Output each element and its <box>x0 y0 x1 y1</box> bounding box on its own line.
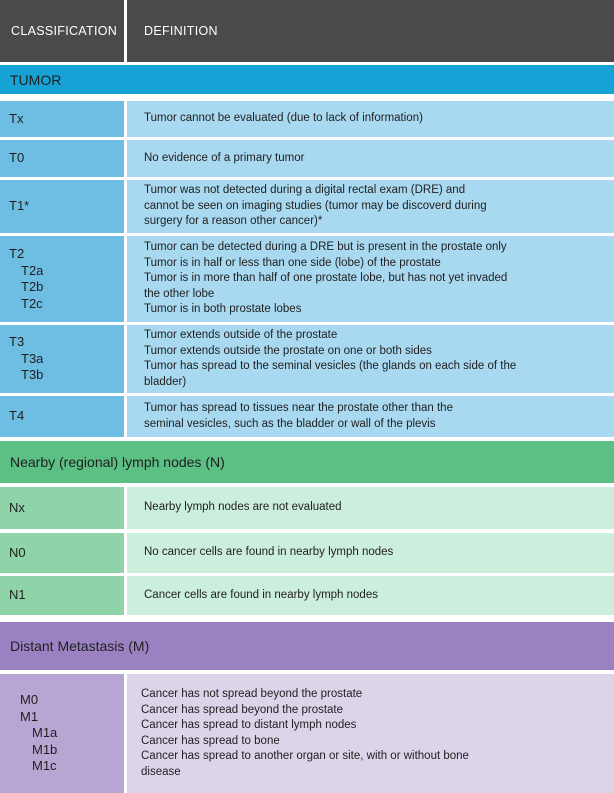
definition-line: Cancer has spread to distant lymph nodes <box>141 719 357 731</box>
code-line: T1* <box>9 198 30 214</box>
tumor-definition-t0 <box>127 140 614 177</box>
code-line: T2 <box>9 246 25 261</box>
code-line: M1b <box>32 741 58 757</box>
code-line: T2a <box>21 262 44 278</box>
tumor-definition-t2 <box>127 236 614 322</box>
definition-line: bladder) <box>144 375 187 388</box>
nodes-definition-nx <box>127 487 614 529</box>
definition-line: seminal vesicles, such as the bladder or wall of the plevis <box>144 417 436 430</box>
code-line: T4 <box>9 408 25 424</box>
code-line: T3 <box>9 334 25 350</box>
code-line: N1 <box>9 587 26 603</box>
definition-line: cannot be seen on imaging studies (tumor may be discoverd during <box>144 199 487 212</box>
definition-line: No cancer cells are found in nearby lymph nodes <box>144 546 394 559</box>
metastasis-section-title: Distant Metastasis (M) <box>0 622 614 670</box>
tumor-code-t3 <box>0 325 124 393</box>
definition-line: Cancer has not spread beyond the prostate <box>141 688 363 700</box>
definition-line: No evidence of a primary tumor <box>144 151 305 164</box>
tumor-code-t1 <box>0 180 124 233</box>
definition-line: Tumor is in more than half of one prostate lobe, but has not yet invaded <box>144 272 508 285</box>
definition-line: Tumor cannot be evaluated (due to lack of information) <box>144 112 423 125</box>
definition-line: Cancer cells are found in nearby lymph nodes <box>144 588 378 601</box>
definition-line: Nearby lymph nodes are not evaluated <box>144 501 342 514</box>
definition-line: disease <box>141 765 181 778</box>
code-line: Nx <box>9 499 25 515</box>
nodes-definition-n0 <box>127 533 614 573</box>
nodes-section-title: Nearby (regional) lymph nodes (N) <box>0 441 614 483</box>
code-line: T3a <box>21 350 44 366</box>
code-line: M0 <box>20 692 39 708</box>
nodes-definition-n1 <box>127 576 614 615</box>
code-line: T2c <box>21 295 43 311</box>
nodes-code-n0 <box>0 533 124 573</box>
definition-line: Tumor extends outside the prostate on one or both sides <box>144 344 432 357</box>
tumor-definition-tx <box>127 101 614 137</box>
tumor-definition-t1 <box>127 180 614 233</box>
definition-line: Tumor was not detected during a digital rectal exam (DRE) and <box>144 184 466 197</box>
code-line: T0 <box>9 150 25 166</box>
tumor-code-tx <box>0 101 124 137</box>
classification-header: CLASSIFICATION <box>0 0 124 62</box>
definition-line: Tumor extends outside of the prostate <box>144 329 338 341</box>
code-line: N0 <box>9 544 26 560</box>
code-line: T3b <box>21 367 44 383</box>
definition-header: DEFINITION <box>127 0 614 62</box>
tumor-code-t4 <box>0 396 124 437</box>
definition-line: Tumor is in half or less than one side (lobe) of the prostate <box>144 256 441 269</box>
code-line: M1 <box>20 708 39 724</box>
nodes-code-nx <box>0 487 124 529</box>
tumor-code-t0 <box>0 140 124 177</box>
definition-line: Cancer has spread to another organ or site, with or without bone <box>141 750 469 762</box>
metastasis-code-m <box>0 674 124 793</box>
definition-line: Tumor can be detected during a DRE but is present in the prostate only <box>144 241 507 254</box>
definition-line: surgery for a reason other cancer)* <box>144 215 323 228</box>
definition-line: Cancer has spread beyond the prostate <box>141 703 344 716</box>
definition-line: the other lobe <box>144 287 215 300</box>
tumor-code-t2 <box>0 236 124 322</box>
definition-line: Cancer has spread to bone <box>141 734 280 747</box>
tumor-definition-t3 <box>127 325 614 393</box>
definition-line: Tumor has spread to the seminal vesicles (the glands on each side of the <box>144 360 517 372</box>
tumor-section-title: TUMOR <box>0 65 614 94</box>
code-line: Tx <box>9 110 24 126</box>
code-line: M1c <box>32 758 57 774</box>
definition-line: Tumor has spread to tissues near the prostate other than the <box>144 402 453 414</box>
code-line: T2b <box>21 279 44 294</box>
definition-line: Tumor is in both prostate lobes <box>144 303 302 316</box>
metastasis-definition-m <box>127 674 614 793</box>
code-line: M1a <box>32 725 58 741</box>
nodes-code-n1 <box>0 576 124 615</box>
tumor-definition-t4 <box>127 396 614 437</box>
